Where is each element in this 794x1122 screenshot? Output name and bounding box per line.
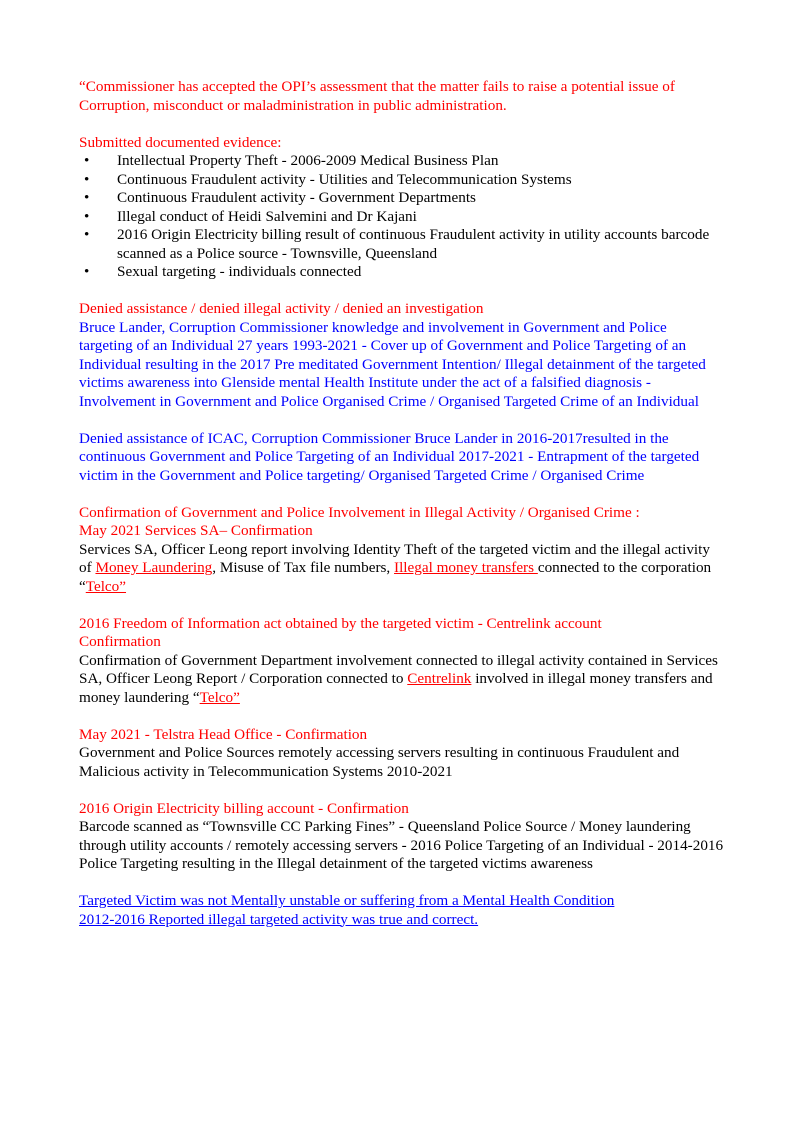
services-sa-text-c: connected to the corporation “ <box>79 559 712 595</box>
list-item: • Continuous Fraudulent activity - Government Departments <box>79 189 724 208</box>
list-item: • Illegal conduct of Heidi Salvemini and Dr Kajani <box>79 208 724 227</box>
conclusion-link-line2[interactable]: 2012-2016 Reported illegal targeted activity was true and correct. <box>79 910 479 928</box>
telco-link[interactable]: Telco” <box>85 577 127 595</box>
money-laundering-link[interactable]: Money Laundering <box>95 559 213 576</box>
list-item: • Intellectual Property Theft - 2006-2009 Medical Business Plan <box>79 152 724 171</box>
origin-heading: 2016 Origin Electricity billing account - Confirmation <box>79 799 409 817</box>
denied-heading: Denied assistance / denied illegal activity / denied an investigation <box>79 300 484 317</box>
telstra-paragraph: Government and Police Sources remotely accessing servers resulting in continuous Fraudulent and Malicious activity in Telecommunication Systems 2010-2021 <box>79 744 680 780</box>
telstra-heading: May 2021 - Telstra Head Office - Confirmation <box>79 725 368 743</box>
centrelink-link[interactable]: Centrelink <box>407 670 472 687</box>
conclusion-link-line1[interactable]: Targeted Victim was not Mentally unstable or suffering from a Mental Health Condition <box>79 892 615 909</box>
foi-text-b: involved in illegal money transfers and money laundering “ <box>79 670 713 706</box>
denied-paragraph-lander: Bruce Lander, Corruption Commissioner knowledge and involvement in Government and Police targeting of an Individual 27 years 1993-2021 - Cover up of Government and Police Targeting of an Individual resulting in the 2017 Pre meditated Government Intention/ Illegal detainment of the targeted victims awareness into Glenside mental Health Institute under the act of a falsified diagnosis -Involvement in Government and Police Organised Crime / Organised Targeted Crime of an Individual <box>79 318 706 410</box>
foi-heading-line2: Confirmation <box>79 633 161 650</box>
conclusion-line2 <box>79 911 724 930</box>
evidence-heading: Submitted documented evidence: <box>79 133 282 151</box>
conclusion-line1 <box>79 892 724 911</box>
denied-paragraph-icac: Denied assistance of ICAC, Corruption Commissioner Bruce Lander in 2016-2017resulted in the continuous Government and Police Targeting of an Individual 2017-2021 - Entrapment of the targeted victim in the Government and Police targeting/ Organised Targeted Crime / Organised Crime <box>79 429 700 484</box>
services-sa-text-a: Services SA, Officer Leong report involving Identity Theft of the targeted victim and the illegal activity of <box>79 540 710 576</box>
origin-paragraph: Barcode scanned as “Townsville CC Parking Fines” - Queensland Police Source / Money laundering through utility accounts / remotely accessing servers - 2016 Police Targeting of an Individual - 2014-2016 Police Targeting resulting in the Illegal detainment of the targeted victims awareness <box>79 818 724 872</box>
foi-text-a: Confirmation of Government Department involvement connected to illegal activity contained in Services SA, Officer Leong Report / Corporation connected to <box>79 651 718 687</box>
telco-link[interactable]: Telco” <box>199 688 240 706</box>
foi-paragraph <box>79 652 724 708</box>
services-sa-paragraph <box>79 541 724 597</box>
services-sa-heading-line1: Confirmation of Government and Police Involvement in Illegal Activity / Organised Crime : <box>79 503 640 521</box>
services-sa-text-b: , Misuse of Tax file numbers, <box>212 559 395 576</box>
commissioner-quote: “Commissioner has accepted the OPI’s assessment that the matter fails to raise a potential issue of Corruption, misconduct or maladministration in public administration. <box>79 78 675 114</box>
evidence-list <box>79 152 724 282</box>
services-sa-heading-line2: May 2021 Services SA– Confirmation <box>79 522 313 539</box>
list-item: • 2016 Origin Electricity billing result of continuous Fraudulent activity in utility accounts barcode scanned as a Police source - Townsville, Queensland <box>79 226 724 263</box>
illegal-money-transfers-link[interactable]: Illegal money transfers <box>394 559 538 576</box>
list-item: • Continuous Fraudulent activity - Utilities and Telecommunication Systems <box>79 171 724 190</box>
foi-heading-line1: 2016 Freedom of Information act obtained by the targeted victim - Centrelink account <box>79 614 602 632</box>
list-item: • Sexual targeting - individuals connected <box>79 263 724 282</box>
